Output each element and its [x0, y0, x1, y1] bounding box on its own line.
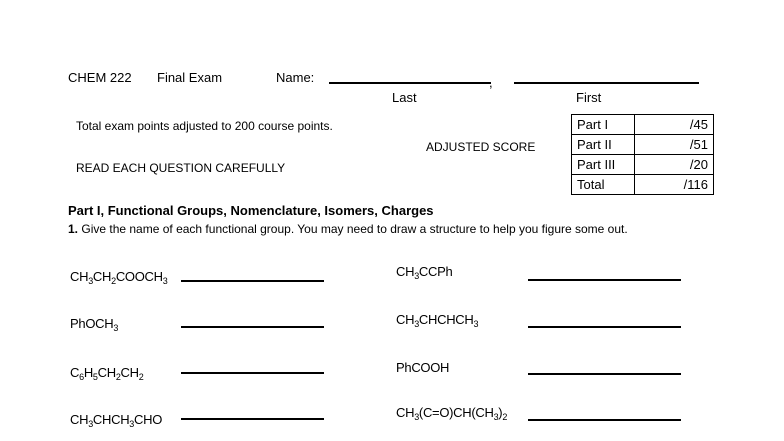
answer-line-left-1[interactable] — [181, 280, 324, 282]
last-name-line[interactable] — [329, 82, 491, 84]
name-comma: , — [489, 75, 493, 90]
formula-left-1: $CH_3CH_2COOCH_3$ — [70, 269, 168, 286]
answer-line-right-1[interactable] — [528, 279, 681, 281]
answer-line-right-3[interactable] — [528, 373, 681, 375]
first-label: First — [576, 90, 602, 105]
course-code: CHEM 222 — [68, 70, 132, 85]
score-part-label: Part II — [572, 135, 635, 155]
score-part-label: Part III — [572, 155, 635, 175]
read-carefully-note: READ EACH QUESTION CAREFULLY — [76, 161, 286, 175]
adjust-note: Total exam points adjusted to 200 course points. — [76, 119, 333, 133]
answer-line-right-4[interactable] — [528, 419, 681, 421]
formula-left-4: $CH_3CHCH_3CHO$ — [70, 412, 162, 429]
score-part-label: Total — [572, 175, 635, 195]
formula-right-4: $CH_3(C=O)CH(CH_3)_2$ — [396, 405, 508, 422]
score-table — [571, 114, 714, 195]
answer-line-right-2[interactable] — [528, 326, 681, 328]
question-number: 1. — [68, 222, 79, 236]
answer-line-left-2[interactable] — [181, 326, 324, 328]
score-row — [572, 175, 714, 195]
score-part-points: /51 — [635, 135, 714, 155]
last-label: Last — [392, 90, 417, 105]
score-part-label: Part I — [572, 115, 635, 135]
answer-line-left-3[interactable] — [181, 372, 324, 374]
exam-title: Final Exam — [157, 70, 223, 85]
score-row — [572, 135, 714, 155]
name-label: Name: — [276, 70, 315, 85]
score-row — [572, 155, 714, 175]
formula-left-3: $C_6H_5CH_2CH_2$ — [70, 365, 144, 382]
score-part-points: /45 — [635, 115, 714, 135]
formula-right-3: PhCOOH — [396, 360, 450, 375]
formula-right-2: $CH_3CHCHCH_3$ — [396, 312, 479, 329]
formula-left-2: PhOCH$_3$ — [70, 316, 119, 333]
score-part-points: /116 — [635, 175, 714, 195]
question-text: Give the name of each functional group. You may need to draw a structure to help you figure some out. — [81, 222, 628, 236]
first-name-line[interactable] — [514, 82, 699, 84]
score-row — [572, 115, 714, 135]
section-title: Part I, Functional Groups, Nomenclature, Isomers, Charges — [68, 203, 434, 218]
score-part-points: /20 — [635, 155, 714, 175]
adjusted-score-label: ADJUSTED SCORE — [426, 140, 536, 154]
answer-line-left-4[interactable] — [181, 418, 324, 420]
question-1 — [68, 222, 628, 236]
formula-right-1: $CH_3CCPh$ — [396, 264, 453, 281]
